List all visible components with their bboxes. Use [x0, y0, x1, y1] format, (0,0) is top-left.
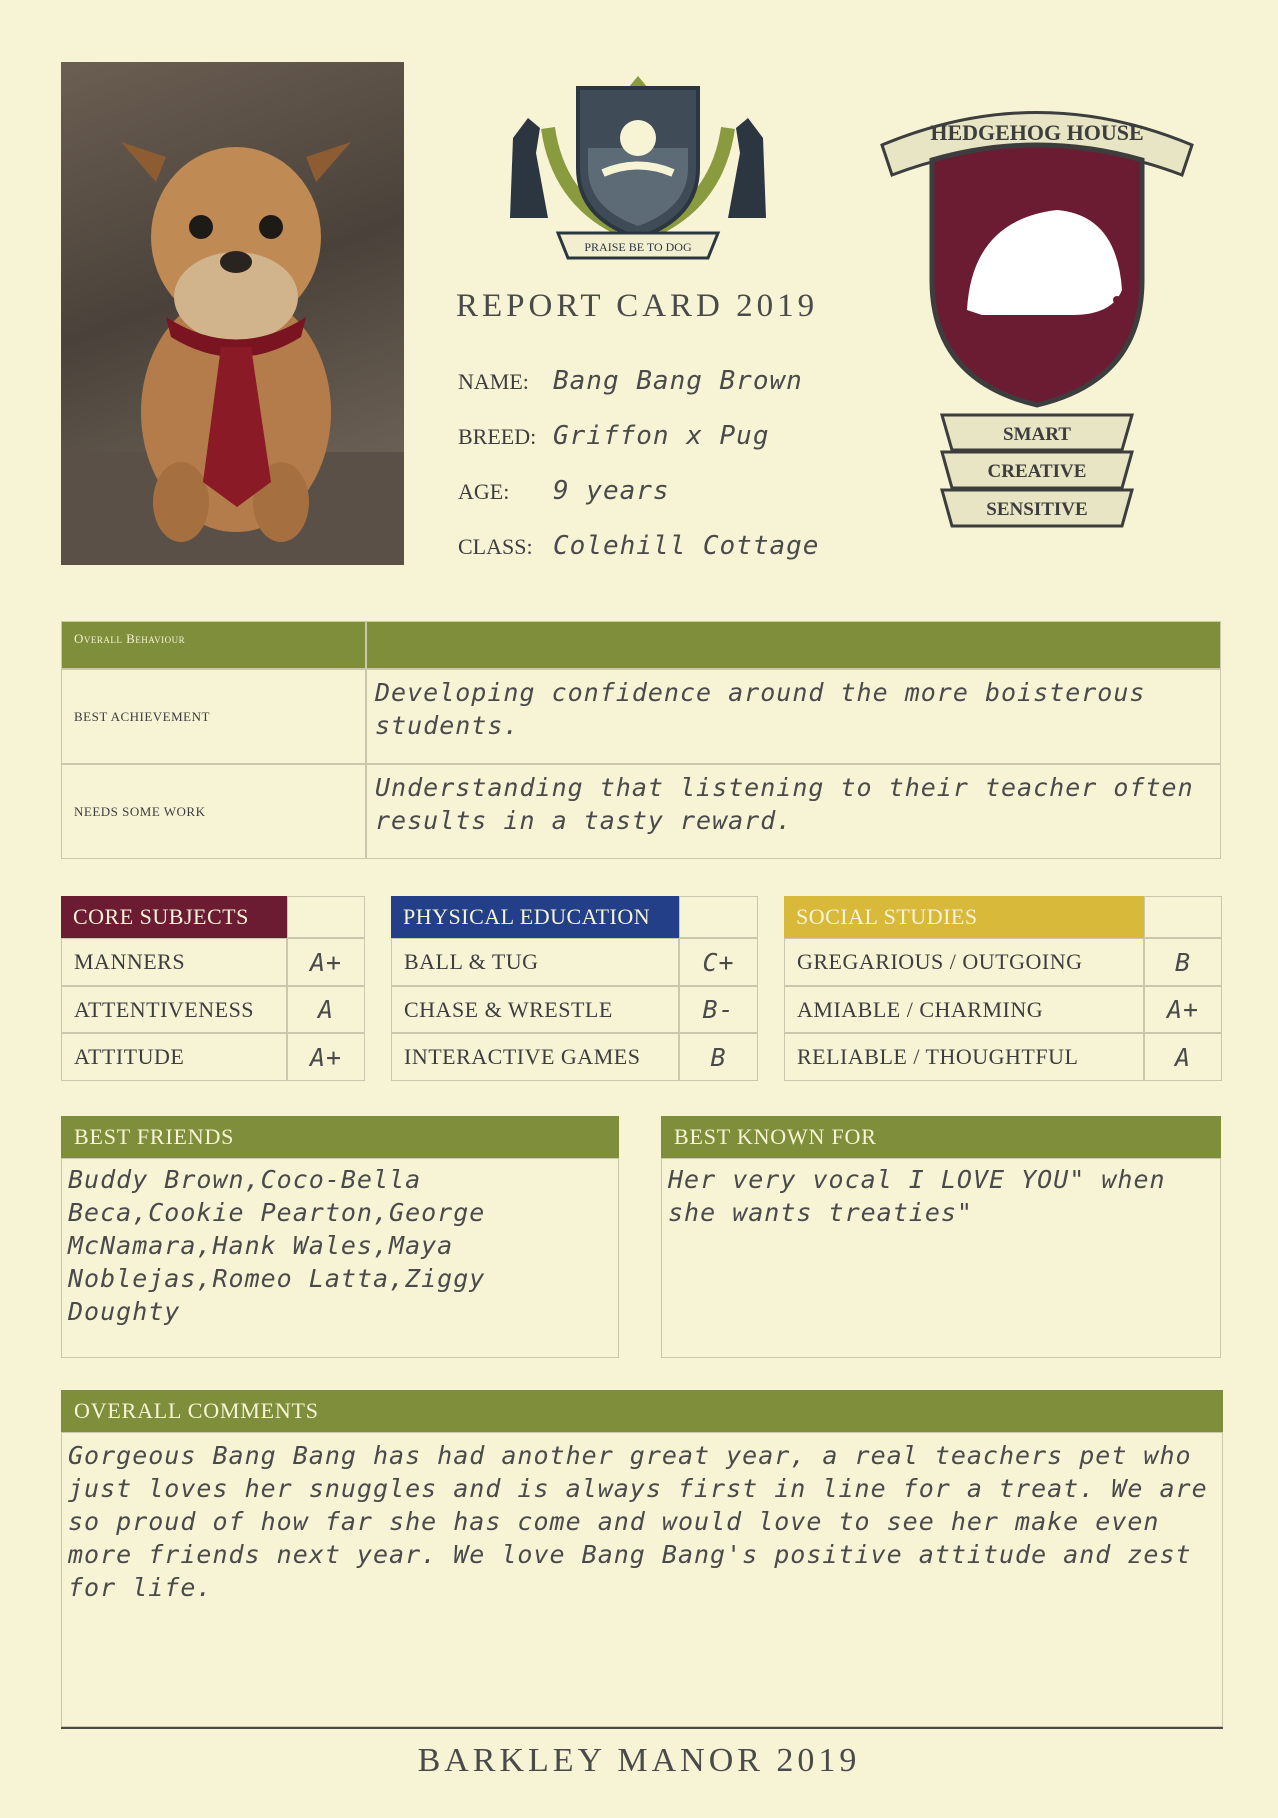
info-label: BREED: — [458, 424, 537, 449]
subject-name: AMIABLE / CHARMING — [784, 986, 1144, 1033]
dog-photo — [61, 62, 404, 565]
subject-grade: B- — [679, 986, 758, 1033]
info-value: Griffon x Pug — [553, 421, 770, 451]
subject-grade: A — [1144, 1033, 1222, 1081]
behaviour-row-label: BEST ACHIEVEMENT — [61, 669, 366, 764]
info-name — [458, 366, 803, 406]
info-age — [458, 476, 670, 516]
subject-name: INTERACTIVE GAMES — [391, 1033, 679, 1081]
subject-grade: A — [287, 986, 365, 1033]
info-breed — [458, 421, 770, 461]
subject-grade: B — [1144, 938, 1222, 986]
info-label: CLASS: — [458, 534, 533, 559]
behaviour-row-value: Developing confidence around the more boisterous students. — [366, 669, 1221, 764]
behaviour-header: Overall Behaviour — [61, 621, 366, 669]
physical-education-header-blank — [679, 896, 758, 938]
info-value: Colehill Cottage — [553, 531, 820, 561]
social-studies-header: SOCIAL STUDIES — [784, 896, 1144, 938]
subject-name: BALL & TUG — [391, 938, 679, 986]
footer-divider — [61, 1727, 1223, 1729]
info-value: 9 years — [553, 476, 670, 506]
info-label: AGE: — [458, 479, 510, 504]
core-subjects-header: CORE SUBJECTS — [61, 896, 287, 938]
dog-illustration — [61, 62, 404, 565]
footer-title: BARKLEY MANOR 2019 — [417, 1742, 861, 1779]
behaviour-header-fill — [366, 621, 1221, 669]
house-trait-sensitive: SENSITIVE — [986, 499, 1088, 520]
crest-motto: PRAISE BE TO DOG — [584, 240, 692, 254]
subject-name: ATTENTIVENESS — [61, 986, 287, 1033]
behaviour-row-label: NEEDS SOME WORK — [61, 764, 366, 859]
physical-education-header: PHYSICAL EDUCATION — [391, 896, 679, 938]
behaviour-row-value: Understanding that listening to their teacher often results in a tasty reward. — [366, 764, 1221, 859]
subject-name: ATTITUDE — [61, 1033, 287, 1081]
house-trait-creative: CREATIVE — [987, 461, 1087, 482]
info-label: NAME: — [458, 369, 529, 394]
subject-grade: A+ — [1144, 986, 1222, 1033]
best-friends-text: Buddy Brown,Coco-Bella Beca,Cookie Pearton,George McNamara,Hank Wales,Maya Noblejas,Romeo Latta,Ziggy Doughty — [61, 1158, 619, 1358]
house-shield — [872, 90, 1202, 540]
subject-grade: C+ — [679, 938, 758, 986]
info-value: Bang Bang Brown — [553, 366, 803, 396]
school-crest — [488, 68, 788, 268]
best-known-for-text: Her very vocal I LOVE YOU" when she wants treaties" — [661, 1158, 1221, 1358]
overall-comments-header: OVERALL COMMENTS — [61, 1390, 1223, 1432]
house-name: HEDGEHOG HOUSE — [930, 120, 1144, 145]
subject-name: RELIABLE / THOUGHTFUL — [784, 1033, 1144, 1081]
subject-grade: A+ — [287, 1033, 365, 1081]
subject-name: CHASE & WRESTLE — [391, 986, 679, 1033]
house-trait-smart: SMART — [1003, 424, 1071, 445]
subject-grade: A+ — [287, 938, 365, 986]
core-subjects-header-blank — [287, 896, 365, 938]
subject-grade: B — [679, 1033, 758, 1081]
info-class — [458, 531, 819, 571]
report-title: REPORT CARD 2019 — [456, 288, 819, 324]
best-friends-header: BEST FRIENDS — [61, 1116, 619, 1158]
subject-name: GREGARIOUS / OUTGOING — [784, 938, 1144, 986]
subject-name: MANNERS — [61, 938, 287, 986]
best-known-for-header: BEST KNOWN FOR — [661, 1116, 1221, 1158]
overall-comments-text: Gorgeous Bang Bang has had another great year, a real teachers pet who just loves her snuggles and is always first in line for a treat. We are so proud of how far she has come and would love to see her make even more friends next year. We love Bang Bang's positive attitude and zest for life. — [61, 1432, 1223, 1727]
social-studies-header-blank — [1144, 896, 1222, 938]
